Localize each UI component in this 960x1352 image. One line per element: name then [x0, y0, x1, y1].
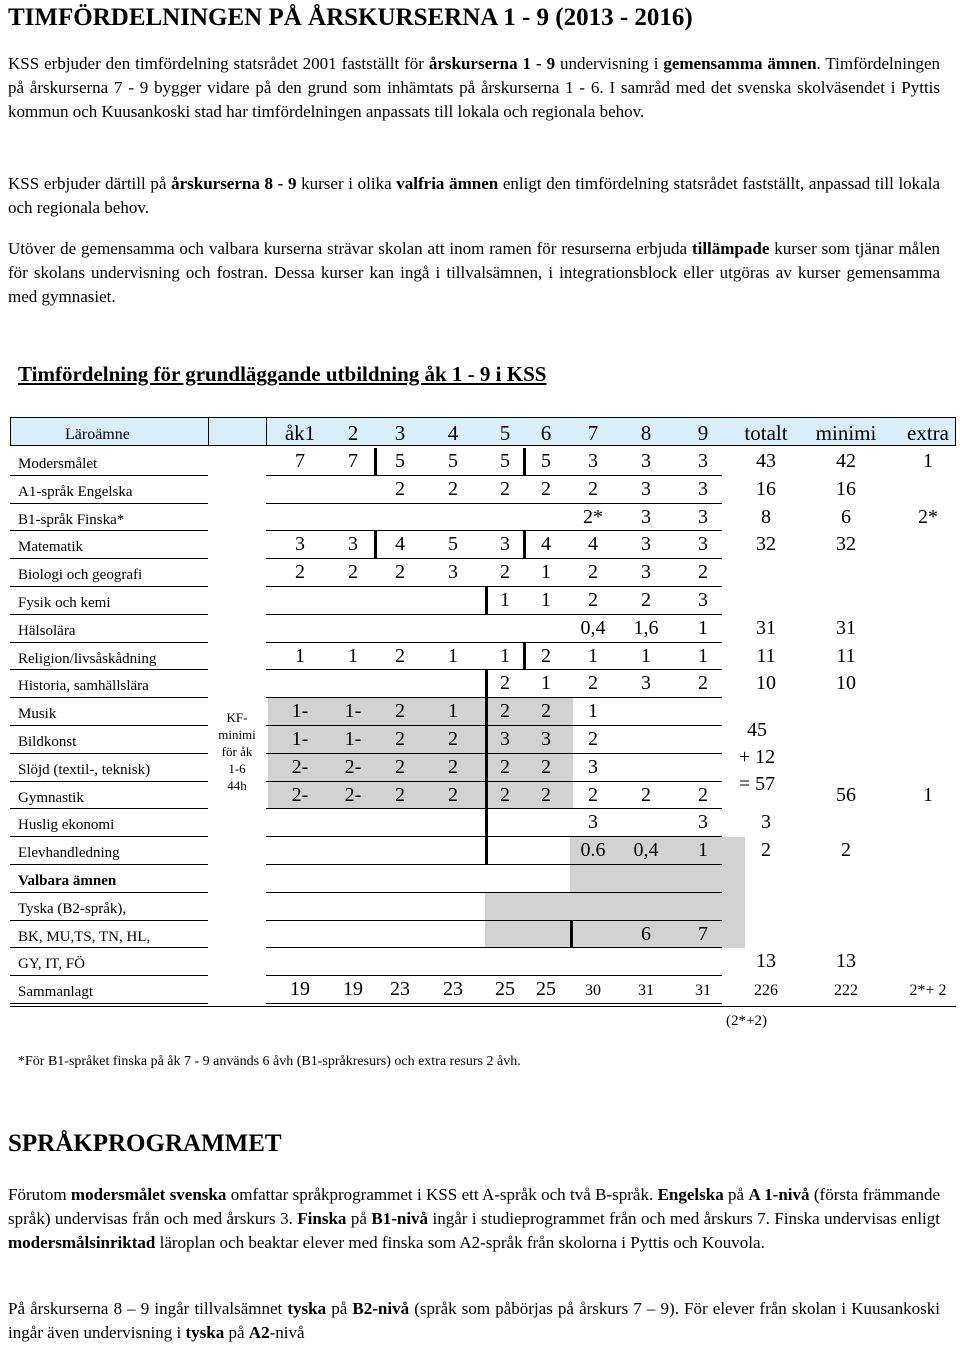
- table-cell: 2: [541, 783, 551, 806]
- row-label: A1-språk Engelska: [18, 483, 133, 500]
- text-run: Förutom: [8, 1185, 71, 1204]
- table-cell: 2-: [344, 783, 362, 806]
- table-rule: [266, 920, 722, 921]
- table-rule: [10, 503, 208, 504]
- table-cell: 2: [698, 783, 708, 806]
- row-label: Historia, samhällslära: [18, 678, 149, 695]
- table-cell: 30: [585, 982, 601, 1000]
- table-cell: 3: [348, 533, 358, 556]
- text-run: kurser i olika: [296, 174, 397, 193]
- table-cell: 2: [348, 561, 358, 584]
- table-cell: 2*+ 2: [909, 982, 947, 1000]
- table-cell: 0.6: [580, 839, 606, 862]
- row-label: Biologi och geografi: [18, 567, 143, 584]
- table-cell: 10: [756, 672, 776, 695]
- table-cell: 2: [500, 561, 510, 584]
- table-cell: 3: [698, 589, 708, 611]
- column-header: 8: [640, 421, 652, 445]
- text-run: tillämpade: [691, 239, 770, 258]
- table-cell: 1: [500, 644, 510, 667]
- text-run: Utöver de gemensamma och valbara kurserna strävar skolan att inom ramen för resurserna erbjuda: [8, 239, 692, 258]
- text-run: på: [224, 1323, 249, 1342]
- table-cell: 31: [638, 982, 654, 1000]
- table-cell: 7: [348, 450, 358, 472]
- text-run: tyska: [287, 1299, 327, 1318]
- table-cell: 25: [495, 978, 515, 1001]
- table-cell: 3: [295, 533, 305, 556]
- row-label: Sammanlagt: [18, 984, 93, 1001]
- table-rule: [266, 975, 722, 976]
- table-cell: 2: [588, 477, 598, 500]
- text-run: (första främmande språk) undervisas från och med årskurs 3.: [8, 1185, 941, 1228]
- table-cell: 23: [390, 978, 410, 1001]
- header-label: Läroämne: [65, 426, 130, 443]
- table-rule: [266, 586, 722, 587]
- text-run: KSS erbjuder därtill på: [8, 174, 172, 193]
- table-cell: 1: [923, 783, 933, 806]
- row-label: Bildkonst: [18, 734, 77, 750]
- table-cell: 32: [836, 533, 856, 556]
- table-cell: 2: [541, 700, 551, 723]
- table-rule: [374, 531, 377, 559]
- table-cell: 31: [836, 616, 856, 639]
- text-run: tyska: [185, 1323, 225, 1342]
- intro-paragraph-3: [8, 237, 940, 309]
- table-cell: 5: [541, 450, 551, 472]
- table-cell: 3: [641, 450, 651, 472]
- shaded-area: [485, 893, 570, 949]
- table-cell: 3: [698, 811, 708, 834]
- merged-total: [722, 717, 792, 798]
- table-rule: [485, 670, 488, 698]
- table-cell: 8: [761, 505, 771, 528]
- table-cell: 2: [588, 589, 598, 611]
- table-rule: [10, 808, 208, 809]
- column-header: minimi: [815, 421, 877, 445]
- table-cell: 3: [588, 450, 598, 472]
- table-cell: 3: [698, 450, 708, 472]
- table-cell: 6: [841, 505, 851, 528]
- text-run: A2: [248, 1323, 270, 1342]
- column-header: 4: [447, 421, 459, 445]
- table-rule: [10, 586, 208, 587]
- table-rule: [10, 475, 208, 476]
- table-cell: 2: [500, 700, 510, 723]
- table-cell: 19: [343, 978, 363, 1001]
- table-cell: 11: [836, 644, 856, 667]
- table-cell: 1: [448, 644, 458, 667]
- text-run: årskurserna 8 - 9: [171, 174, 297, 193]
- table-cell: 1: [500, 589, 510, 611]
- row-label: Matematik: [18, 539, 83, 556]
- table-rule: [10, 836, 208, 837]
- table-cell: 19: [290, 978, 310, 1001]
- table-cell: 2: [448, 755, 458, 778]
- table-rule: [10, 530, 208, 531]
- table-rule: [266, 892, 722, 893]
- table-rule: [10, 975, 208, 976]
- table-cell: 3: [641, 561, 651, 584]
- table-cell: 2: [541, 477, 551, 500]
- table-rule: [523, 643, 526, 671]
- row-label: Tyska (B2-språk),: [18, 900, 127, 917]
- table-rule: [266, 642, 722, 643]
- intro-paragraph-1: [8, 52, 940, 124]
- text-run: på: [346, 1209, 372, 1228]
- column-header: 3: [394, 421, 406, 445]
- table-cell: 2-: [291, 783, 309, 806]
- table-cell: 2: [641, 589, 651, 611]
- row-label: BK, MU,TS, TN, HL,: [18, 928, 151, 945]
- table-cell: 2: [761, 839, 771, 862]
- text-run: A 1-nivå: [748, 1185, 810, 1204]
- table-cell: 1: [698, 644, 708, 667]
- kf-note-line: 1-6: [228, 761, 246, 776]
- table-cell: 4: [541, 533, 551, 556]
- table-cell: 3: [588, 811, 598, 834]
- table-cell: 0,4: [633, 839, 659, 862]
- section-heading: SPRÅKPROGRAMMET: [8, 1130, 282, 1157]
- table-cell: 1,6: [633, 616, 659, 639]
- row-label: Slöjd (textil-, teknisk): [18, 761, 151, 778]
- table-cell: 1-: [344, 700, 362, 723]
- column-header: 9: [697, 421, 709, 445]
- table-cell: 4: [588, 533, 598, 556]
- table-cell: 2: [500, 755, 510, 778]
- footnote: *För B1-språket finska på åk 7 - 9 används 6 åvh (B1-språkresurs) och extra resurs 2 åvh.: [18, 1054, 521, 1069]
- table-rule: [266, 1003, 722, 1004]
- table-rule: [10, 417, 11, 446]
- table-cell: 2: [588, 783, 598, 806]
- table-cell: 13: [836, 950, 856, 973]
- table-cell: 2: [395, 477, 405, 500]
- table-cell: 11: [756, 644, 776, 667]
- table-cell: 1: [541, 561, 551, 584]
- row-label: Hälsolära: [18, 622, 76, 639]
- table-cell: 56: [836, 783, 856, 806]
- table-rule: [266, 836, 722, 837]
- table-cell: 1: [541, 672, 551, 695]
- table-cell: 1: [295, 644, 305, 667]
- row-label: Fysik och kemi: [18, 595, 111, 611]
- merged-total-line: 45: [747, 719, 767, 741]
- table-rule: [10, 864, 208, 865]
- column-header: totalt: [744, 421, 788, 445]
- table-cell: 3: [761, 811, 771, 834]
- table-cell: 1: [698, 616, 708, 639]
- table-cell: 13: [756, 950, 776, 973]
- table-cell: 31: [756, 616, 776, 639]
- table-cell: 3: [641, 533, 651, 556]
- table-rule: [266, 558, 722, 559]
- timetable: [10, 417, 956, 1029]
- table-rule: [208, 417, 209, 446]
- table-title: Timfördelning för grundläggande utbildning åk 1 - 9 i KSS: [18, 362, 547, 386]
- table-rule: [10, 417, 956, 418]
- table-cell: 2: [448, 783, 458, 806]
- table-cell: 1-: [291, 700, 309, 723]
- table-cell: 2: [395, 644, 405, 667]
- text-run: modersmålet svenska: [70, 1185, 227, 1204]
- column-header: 5: [499, 421, 511, 445]
- table-rule: [485, 587, 488, 615]
- table-cell: 1: [588, 700, 598, 723]
- table-cell: 3: [641, 477, 651, 500]
- sammanlagt-subnote: (2*+2): [726, 1013, 767, 1029]
- table-cell: 2: [395, 700, 405, 723]
- table-cell: 1: [588, 644, 598, 667]
- table-rule: [523, 448, 526, 476]
- table-cell: 5: [395, 450, 405, 472]
- text-run: B2-nivå: [352, 1299, 410, 1318]
- text-run: gemensamma ämnen: [663, 54, 817, 73]
- text-run: på: [326, 1299, 353, 1318]
- table-cell: 2: [448, 477, 458, 500]
- table-cell: 4: [395, 533, 405, 556]
- table-rule: [266, 725, 722, 726]
- text-run: årskurserna 1 - 9: [428, 54, 556, 73]
- table-cell: 3: [641, 505, 651, 528]
- column-header: 2: [347, 421, 359, 445]
- column-header: extra: [907, 421, 949, 445]
- table-cell: 2: [641, 783, 651, 806]
- table-cell: 2-: [344, 755, 362, 778]
- table-rule: [10, 753, 208, 754]
- table-cell: 3: [500, 533, 510, 556]
- table-cell: 1: [541, 589, 551, 611]
- table-rule: [266, 503, 722, 504]
- table-rule: [266, 808, 722, 809]
- table-rule: [10, 920, 208, 921]
- table-cell: 7: [295, 450, 305, 472]
- table-cell: 2: [500, 783, 510, 806]
- table-cell: 1: [923, 450, 933, 472]
- table-cell: 2: [500, 672, 510, 695]
- text-run: på: [723, 1185, 749, 1204]
- table-cell: 3: [698, 477, 708, 500]
- table-cell: 1-: [344, 728, 362, 750]
- table-cell: 3: [541, 728, 551, 750]
- table-rule: [10, 1003, 208, 1004]
- kf-note-line: för åk: [221, 744, 253, 759]
- table-cell: 2: [588, 561, 598, 584]
- text-run: B1-nivå: [371, 1209, 429, 1228]
- table-rule: [374, 448, 377, 476]
- table-cell: 2: [395, 783, 405, 806]
- kf-minimi-note: [208, 709, 266, 794]
- kf-note-line: KF-: [226, 710, 248, 725]
- text-run: (språk som påbörjas på årskurs 7 – 9). För elever från skolan i Kuusankoski ingår även undervisning i: [8, 1299, 940, 1342]
- table-cell: 2: [395, 728, 405, 750]
- column-header: 6: [540, 421, 552, 445]
- table-cell: 2*: [583, 505, 603, 528]
- text-run: läroplan och beaktar elever med finska som A2-språk från skolorna i Pyttis och Kouvola.: [155, 1233, 765, 1252]
- text-run: . Timfördelningen på årskurserna 7 - 9 bygger vidare på den grund som inhämtats på årskurserna 1 - 6. I samråd med det svenska skolväsendet i Pyttis kommun och Kuusankoski stad har timfördelningen anpassats till lokala och regionala behov.: [8, 54, 940, 121]
- table-cell: 2: [395, 561, 405, 584]
- table-cell: 2: [541, 755, 551, 778]
- table-cell: 0,4: [580, 616, 606, 639]
- table-rule: [266, 614, 722, 615]
- kf-note-line: minimi: [218, 727, 256, 742]
- table-cell: 16: [756, 477, 776, 500]
- table-cell: 5: [500, 450, 510, 472]
- table-rule: [10, 725, 208, 726]
- text-run: enligt den timfördelning statsrådet fastställt, anpassad till lokala och regionala behov.: [8, 174, 940, 217]
- table-rule: [10, 947, 208, 948]
- table-rule: [10, 669, 208, 670]
- table-cell: 2-: [291, 755, 309, 778]
- table-cell: 1-: [291, 728, 309, 750]
- table-rule: [266, 753, 722, 754]
- row-label: Elevhandledning: [18, 845, 120, 862]
- table-rule: [266, 697, 722, 698]
- table-cell: 222: [834, 982, 858, 1000]
- table-rule: [10, 781, 208, 782]
- table-rule: [266, 781, 722, 782]
- column-header: åk1: [284, 421, 316, 445]
- section-paragraph-2: [8, 1297, 940, 1345]
- text-run: KSS erbjuder den timfördelning statsrådet 2001 fastställt för: [8, 54, 429, 73]
- text-run: Engelska: [657, 1185, 724, 1204]
- table-rule: [10, 697, 208, 698]
- table-cell: 1: [448, 700, 458, 723]
- table-cell: 23: [443, 978, 463, 1001]
- table-cell: 2: [698, 561, 708, 584]
- table-rule: [10, 1006, 956, 1007]
- table-cell: 1: [348, 644, 358, 667]
- row-label: B1-språk Finska*: [18, 511, 125, 528]
- section-paragraph-1: [8, 1183, 940, 1255]
- text-run: kurser som tjänar målen för skolans undervisning och fostran. Dessa kurser kan ingå i tillvalsämnen, i integrationsblock eller utgöras av kurser gemensamma med gymnasiet.: [8, 239, 940, 306]
- row-label: GY, IT, FÖ: [18, 956, 85, 973]
- table-cell: 6: [641, 922, 651, 945]
- table-rule: [266, 947, 722, 948]
- table-cell: 2: [448, 728, 458, 750]
- table-cell: 226: [754, 982, 778, 1000]
- row-label: Gymnastik: [18, 789, 84, 806]
- table-cell: 3: [698, 533, 708, 556]
- table-rule: [10, 892, 208, 893]
- kf-note-line: 44h: [227, 778, 247, 793]
- row-label: Religion/livsåskådning: [18, 650, 157, 667]
- table-cell: 5: [448, 450, 458, 472]
- merged-total-line: = 57: [738, 773, 776, 795]
- table-cell: 2: [295, 561, 305, 584]
- page-title: TIMFÖRDELNINGEN PÅ ÅRSKURSERNA 1 - 9 (2013 - 2016): [8, 4, 693, 31]
- table-cell: 3: [641, 672, 651, 695]
- table-rule: [10, 614, 208, 615]
- table-cell: 10: [836, 672, 856, 695]
- row-label: Modersmålet: [18, 456, 98, 472]
- text-run: valfria ämnen: [396, 174, 499, 193]
- table-cell: 2: [841, 839, 851, 862]
- row-label: Musik: [18, 706, 57, 723]
- table-cell: 2: [500, 477, 510, 500]
- table-cell: 43: [756, 450, 776, 472]
- table-cell: 42: [836, 450, 856, 472]
- table-cell: 5: [448, 533, 458, 556]
- table-rule: [10, 558, 208, 559]
- table-rule: [266, 475, 722, 476]
- text-run: Finska: [297, 1209, 347, 1228]
- table-rule: [10, 642, 208, 643]
- table-cell: 32: [756, 533, 776, 556]
- text-run: ingår i studieprogrammet från och med årskurs 7. Finska undervisas enligt: [428, 1209, 940, 1228]
- row-label: Huslig ekonomi: [18, 817, 115, 834]
- text-run: modersmålsinriktad: [8, 1233, 156, 1252]
- table-cell: 2: [541, 644, 551, 667]
- table-cell: 7: [698, 922, 708, 945]
- table-rule: [266, 669, 722, 670]
- text-run: -nivå: [269, 1323, 305, 1342]
- table-cell: 2: [588, 728, 598, 750]
- table-cell: 1: [698, 839, 708, 862]
- table-cell: 31: [695, 982, 711, 1000]
- text-run: omfattar språkprogrammet i KSS ett A-språk och två B-språk.: [226, 1185, 658, 1204]
- table-rule: [485, 698, 488, 809]
- table-cell: 2: [395, 755, 405, 778]
- table-cell: 16: [836, 477, 856, 500]
- table-cell: 1: [641, 644, 651, 667]
- table-rule: [523, 531, 526, 559]
- merged-total-line: + 12: [738, 746, 776, 768]
- table-cell: 2*: [918, 505, 938, 528]
- table-cell: 2: [588, 672, 598, 695]
- row-label: Valbara ämnen: [18, 873, 117, 889]
- table-cell: 3: [500, 728, 510, 750]
- table-rule: [570, 921, 573, 949]
- table-rule: [485, 809, 488, 865]
- intro-paragraph-2: [8, 172, 940, 220]
- table-cell: 25: [536, 978, 556, 1001]
- table-cell: 3: [448, 561, 458, 584]
- table-rule: [266, 530, 722, 531]
- text-run: På årskurserna 8 – 9 ingår tillvalsämnet: [8, 1299, 288, 1318]
- text-run: undervisning i: [555, 54, 664, 73]
- table-rule: [266, 864, 722, 865]
- column-header: 7: [587, 421, 599, 445]
- table-cell: 3: [588, 755, 598, 778]
- table-cell: 3: [698, 505, 708, 528]
- table-cell: 2: [698, 672, 708, 695]
